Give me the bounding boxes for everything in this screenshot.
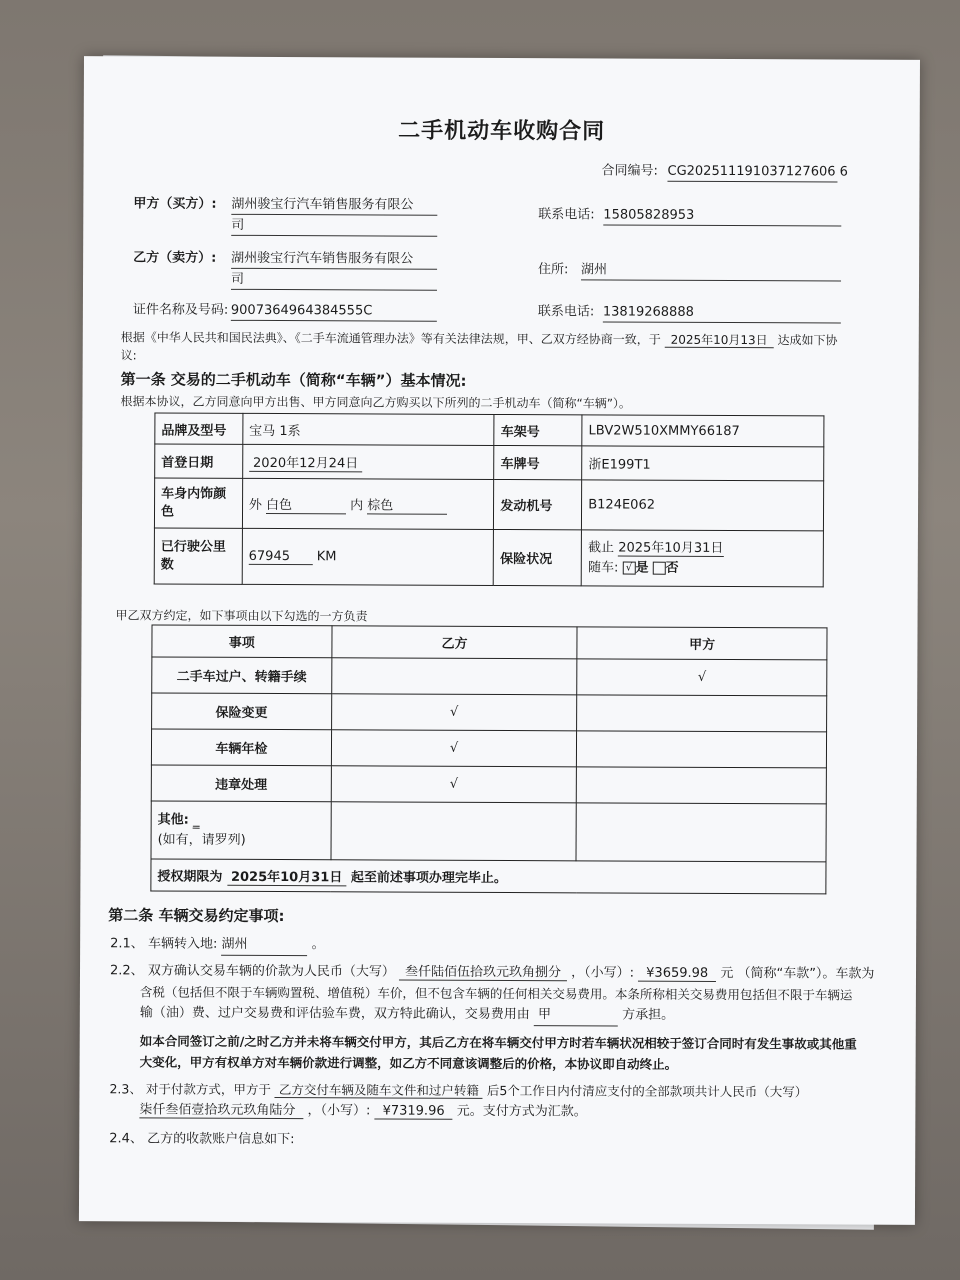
brand-label: 品牌及型号 xyxy=(155,413,243,444)
fee-payer: 甲 xyxy=(534,1004,618,1026)
reg-date-value: 2020年12月24日 xyxy=(249,456,362,472)
reg-date-label: 首登日期 xyxy=(155,444,243,478)
party-a-name-2: 司 xyxy=(231,217,437,237)
party-b-phone-label: 联系电话: xyxy=(537,304,595,320)
km-label: 已行驶公里 数 xyxy=(154,528,242,584)
check-mark: √ xyxy=(331,730,577,767)
party-a-label: 甲方（买方）: xyxy=(133,196,217,212)
total-lower: ¥7319.96 xyxy=(375,1103,453,1119)
section-2-2-line3: 输（油）费、过户交易费和评估验车费，双方特此确认，交易费用由 甲 方承担。 xyxy=(140,1002,674,1026)
section-2-3-line1: 2.3、 对于付款方式，甲方于 乙方交付车辆及随车文件和过户转籍 后5个工作日内付清应支付的全部款项共计人民币（大写） xyxy=(109,1081,808,1100)
ext-color: 白色 xyxy=(266,493,346,513)
km-value: 67945 xyxy=(249,548,313,564)
party-b-address: 湖州 xyxy=(581,261,841,281)
party-a-phone: 15805828953 xyxy=(603,206,841,226)
party-b-label: 乙方（卖方）: xyxy=(133,250,217,266)
contract-no: CG202511191037127606 6 xyxy=(667,163,837,183)
price-lower: ¥3659.98 xyxy=(638,966,716,982)
contract-no-label: 合同编号: xyxy=(601,163,658,179)
vehicle-table xyxy=(154,412,825,587)
auth-date: 2025年10月31日 xyxy=(227,870,346,887)
duties-header-b: 乙方 xyxy=(332,626,578,659)
table-row: 车辆年检 √ xyxy=(151,729,826,768)
auth-period: 授权期限为 2025年10月31日 起至前述事项办理完毕止。 xyxy=(151,859,826,894)
party-b-address-label: 住所: xyxy=(538,262,569,278)
duties-table xyxy=(150,624,827,894)
article-1-heading: 第一条 交易的二手机动车（简称“车辆”）基本情况: xyxy=(120,370,467,390)
color-value: 外 白色 内 棕色 xyxy=(242,478,494,529)
agreement-date: 2025年10月13日 xyxy=(665,333,774,348)
check-mark: √ xyxy=(331,694,577,731)
engine-label: 发动机号 xyxy=(494,479,582,529)
party-b-name-2: 司 xyxy=(231,271,437,291)
check-mark xyxy=(577,767,827,804)
table-row: 保险变更 √ xyxy=(152,693,827,732)
insurance-value: 截止 2025年10月31日 随车: √ 是 否 xyxy=(581,530,823,587)
insurance-until: 2025年10月31日 xyxy=(618,540,724,556)
duties-intro: 甲乙双方约定，如下事项由以下勾选的一方负责 xyxy=(115,608,368,624)
contract-page xyxy=(79,56,920,1225)
check-mark xyxy=(577,731,827,768)
id-doc-label: 证件名称及号码: xyxy=(132,302,229,318)
party-a-name-1: 湖州骏宝行汽车销售服务有限公 xyxy=(231,196,437,216)
section-2-1: 2.1、 车辆转入地: 湖州 。 xyxy=(110,933,325,956)
page-title: 二手机动车收购合同 xyxy=(398,118,606,145)
bold-clause-1: 如本合同签订之前/之时乙方并未将车辆交付甲方，其后乙方在将车辆交付甲方时若车辆状况相较于签订合同时有发生事故或其他重 xyxy=(139,1033,857,1052)
section-2-4: 2.4、 乙方的收款账户信息如下: xyxy=(109,1131,295,1148)
color-label: 车身内饰颜 色 xyxy=(154,478,242,528)
table-row: 二手车过户、转籍手续 √ xyxy=(152,657,827,696)
intro-text-2: 议: xyxy=(120,348,137,363)
party-b-phone: 13819268888 xyxy=(603,303,841,323)
check-mark xyxy=(331,658,577,695)
bold-clause-2: 大变化，甲方有权单方对车辆价款进行调整，如乙方不同意该调整后的价格，本协议即自动终止。 xyxy=(139,1054,678,1072)
check-mark xyxy=(577,695,827,732)
table-row xyxy=(151,801,826,862)
plate-value: 浙E199T1 xyxy=(582,446,824,481)
payment-condition: 乙方交付车辆及随车文件和过户转籍 xyxy=(275,1082,483,1099)
article-1-intro: 根据本协议，乙方同意向甲方出售、甲方同意向乙方购买以下所列的二手机动车（简称“车辆”）。 xyxy=(120,394,631,411)
check-mark: √ xyxy=(331,766,577,803)
transfer-place: 湖州 xyxy=(221,934,307,956)
id-doc-value: 9007364964384555C xyxy=(231,302,437,322)
vin-label: 车架号 xyxy=(494,414,582,445)
party-b-name-1: 湖州骏宝行汽车销售服务有限公 xyxy=(231,250,437,270)
section-2-2-line1: 2.2、 双方确认交易车辆的价款为人民币（大写） 叁仟陆佰伍拾玖元玖角捌分 ，（小写）: ¥3659.98 元 （简称“车款”）。车款为 xyxy=(109,963,875,982)
table-row: 违章处理 √ xyxy=(151,765,826,804)
party-a-phone-label: 联系电话: xyxy=(538,207,595,223)
section-2-2-line2: 含税（包括但不限于车辆购置税、增值税）车价，但不包含车辆的任何相关交易费用。本条所称相关交易费用包括但不限于车辆运 xyxy=(139,984,853,1003)
check-mark: √ xyxy=(577,659,827,696)
duties-header-item: 事项 xyxy=(152,625,332,658)
total-upper: 柒仟叁佰壹拾玖元玖角陆分 xyxy=(139,1102,303,1119)
km-cell: 67945 KM xyxy=(242,528,494,585)
plate-label: 车牌号 xyxy=(494,445,582,479)
section-2-3-line2: 柒仟叁佰壹拾玖元玖角陆分 ，（小写）: ¥7319.96 元。支付方式为汇款。 xyxy=(139,1102,587,1120)
int-color: 棕色 xyxy=(367,494,447,514)
yes-checkbox[interactable]: √ xyxy=(622,561,635,574)
duties-header-a: 甲方 xyxy=(577,627,827,660)
price-upper: 叁仟陆佰伍拾玖元玖角捌分 xyxy=(399,965,567,982)
intro-text: 根据《中华人民共和国民法典》、《二手车流通管理办法》等有关法律法规，甲、乙双方经协商一致，于 2025年10月13日 达成如下协 xyxy=(120,330,838,348)
no-checkbox[interactable] xyxy=(653,561,666,574)
insurance-label: 保险状况 xyxy=(494,529,582,585)
vin-value: LBV2W510XMMY66187 xyxy=(582,415,824,447)
brand-value: 宝马 1系 xyxy=(243,413,495,445)
other-cell: 其他: _ (如有，请罗列) xyxy=(151,801,331,860)
article-2-heading: 第二条 车辆交易约定事项: xyxy=(108,906,285,926)
engine-value: B124E062 xyxy=(582,480,824,531)
